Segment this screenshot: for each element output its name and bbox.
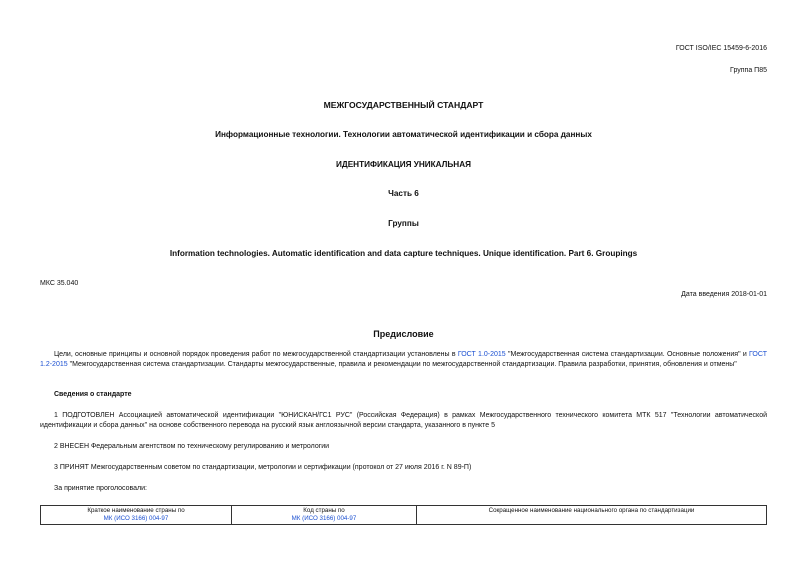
voting-table (40, 505, 767, 525)
table-header-row (41, 506, 767, 525)
col-national-body (417, 506, 767, 525)
p1-text-b: "Межгосударственная система стандартизации. Основные положения" и (505, 351, 750, 358)
p1-text-c: "Межгосударственная система стандартизации. Стандарты межгосударственные, правила и рекомендации по межгосударственной стандартизации. Правила разработки, принятия, обновления и отмены" (67, 361, 737, 368)
info-heading: Сведения о стандарте (54, 391, 132, 398)
gost-1-2-link[interactable]: ГОСТ 1.2-2015 (40, 351, 767, 368)
item-3: 3 ПРИНЯТ Межгосударственным советом по стандартизации, метрологии и сертификации (протокол от 27 июля 2016 г. N 89-П) (54, 464, 472, 471)
english-title: Information technologies. Automatic identification and data capture techniques. Unique identification. Part 6. Groupings (169, 249, 638, 258)
col-country-code (232, 506, 417, 525)
part-name: Группы (388, 219, 419, 228)
foreword-heading: Предисловие (373, 329, 434, 339)
item-1: 1 ПОДГОТОВЛЕН Ассоциацией автоматической идентификации "ЮНИСКАН/ГС1 РУС" (Российская Федерация) в рамках Межгосударственного технического комитета МТК 517 "Технологии автоматической идентификации и сбора данных" на основе собственного перевода на русский язык англоязычной версии стандарта, указанного в пункте 5 (40, 412, 767, 429)
item-2: 2 ВНЕСЕН Федеральным агентством по техническому регулированию и метрологии (54, 443, 330, 450)
col1-link[interactable]: МК (ИСО 3166) 004-97 (103, 515, 169, 522)
col1-line1: Краткое наименование страны по (87, 507, 185, 514)
group-code: Группа П85 (730, 67, 767, 74)
col3-text: Сокращенное наименование национального органа по стандартизации (488, 507, 695, 514)
intro-date: Дата введения 2018-01-01 (681, 291, 767, 298)
p1-text-a: Цели, основные принципы и основной порядок проведения работ по межгосударственной стандартизации установлены в (54, 351, 458, 358)
col2-line1: Код страны по (303, 507, 345, 514)
doc-number: ГОСТ ISO/IEC 15459-6-2016 (675, 45, 767, 52)
part-number: Часть 6 (388, 189, 419, 198)
mks-code: МКС 35.040 (40, 280, 79, 287)
col2-link[interactable]: МК (ИСО 3166) 004-97 (291, 515, 357, 522)
voted-label: За принятие проголосовали: (54, 485, 147, 492)
standard-name: ИДЕНТИФИКАЦИЯ УНИКАЛЬНАЯ (335, 160, 472, 169)
gost-1-0-link[interactable]: ГОСТ 1.0-2015 (457, 351, 506, 358)
foreword-paragraph (40, 350, 767, 370)
col-country-name (41, 506, 232, 525)
standard-type: МЕЖГОСУДАРСТВЕННЫЙ СТАНДАРТ (323, 100, 484, 110)
subject-title: Информационные технологии. Технологии автоматической идентификации и сбора данных (215, 130, 592, 139)
